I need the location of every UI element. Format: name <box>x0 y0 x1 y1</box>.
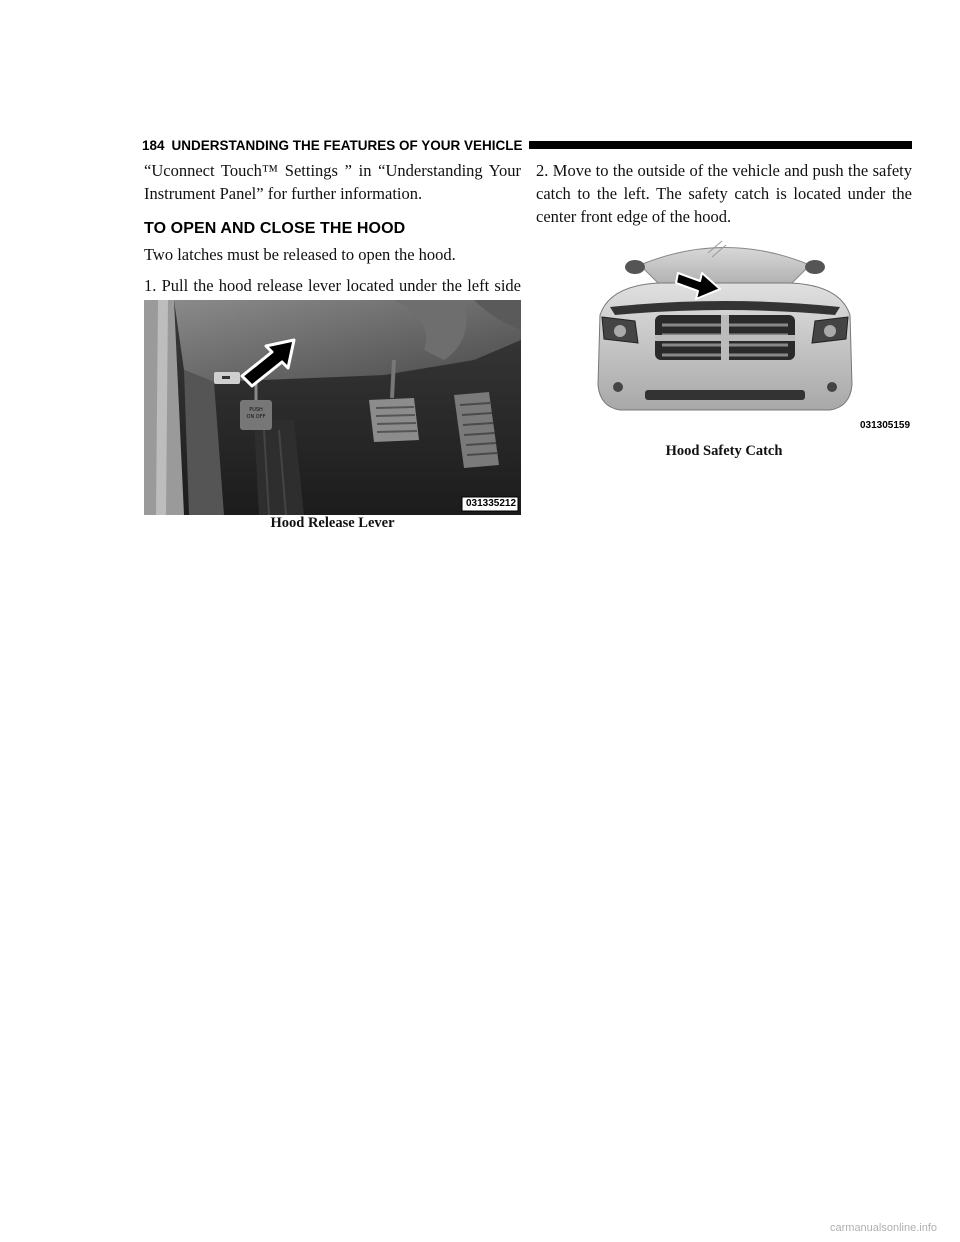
right-column <box>536 159 912 228</box>
figure-code-left: 031335212 <box>466 498 517 509</box>
section-heading: TO OPEN AND CLOSE THE HOOD <box>144 220 406 237</box>
figure-code-right: 031305159 <box>860 420 911 431</box>
watermark: carmanualsonline.info <box>830 1222 938 1234</box>
interior-illustration <box>144 300 521 515</box>
figure-caption-right: Hood Safety Catch <box>665 443 783 459</box>
pedal-label-2: ON OFF <box>246 414 266 420</box>
hood-release-lever-figure <box>144 300 521 515</box>
figure-caption-left: Hood Release Lever <box>270 515 395 531</box>
header-rule <box>529 141 912 149</box>
step-1-paragraph: 1. Pull the hood release lever located under the left side <box>144 276 521 295</box>
pedal-label-1: PUSH <box>249 407 263 413</box>
page-number: 184 <box>142 137 165 153</box>
continued-paragraph: “Uconnect Touch™ Settings ” in “Understanding Your Instrument Panel” for further information. <box>144 161 521 203</box>
page-header <box>142 136 912 154</box>
left-column <box>144 159 521 320</box>
chapter-title: UNDERSTANDING THE FEATURES OF YOUR VEHICLE <box>171 137 523 153</box>
intro-paragraph: Two latches must be released to open the hood. <box>144 245 456 264</box>
hood-safety-catch-figure <box>590 235 860 415</box>
step-2-paragraph: 2. Move to the outside of the vehicle and push the safety catch to the left. The safety catch is located under the center front edge of the hood. <box>536 161 912 226</box>
car-front-illustration <box>590 235 860 415</box>
